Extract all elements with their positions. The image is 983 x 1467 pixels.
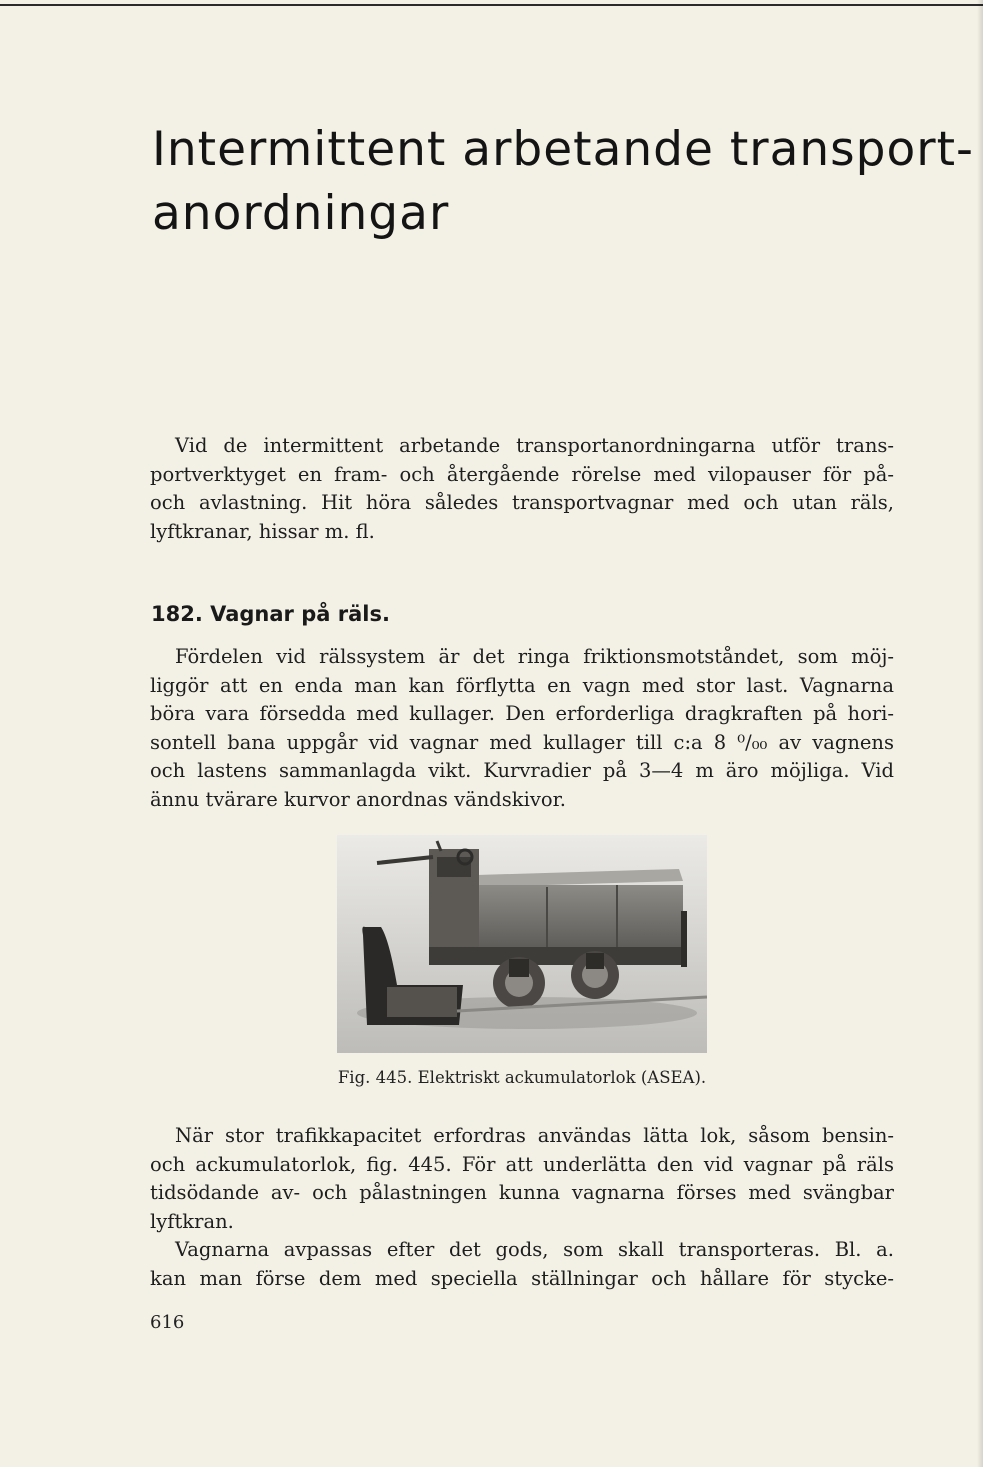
intro-line: lyftkranar, hissar m. fl.	[150, 519, 375, 543]
page-title-line-1: Intermittent arbetande transport-	[152, 122, 974, 177]
page-top-rule	[0, 4, 983, 6]
page-number: 616	[150, 1312, 185, 1333]
paragraph-line: Vagnarna avpassas efter det gods, som skall transporteras. Bl. a.	[175, 1238, 894, 1261]
locomotive-photo-icon	[337, 835, 707, 1053]
paragraph-line: Fördelen vid rälssystem är det ringa friktionsmotståndet, som möj-	[175, 645, 894, 668]
page-title	[152, 118, 974, 246]
paragraph-line: När stor trafikkapacitet erfordras användas lätta lok, såsom bensin-	[175, 1124, 894, 1147]
figure-caption: Fig. 445. Elektriskt ackumulatorlok (ASEA).	[337, 1068, 707, 1087]
paragraph-line: tidsödande av- och pålastningen kunna vagnarna förses med svängbar	[150, 1181, 894, 1204]
intro-paragraph	[150, 432, 894, 546]
paragraph-line: och ackumulatorlok, fig. 445. För att underlätta den vid vagnar på räls	[150, 1152, 894, 1176]
paragraph-2	[150, 1122, 894, 1236]
paragraph-3	[150, 1236, 894, 1293]
page-edge-shadow	[977, 0, 983, 1467]
paragraph-line: lyftkran.	[150, 1209, 234, 1233]
paragraph-line: ännu tvärare kurvor anordnas vändskivor.	[150, 787, 566, 811]
paragraph-line: böra vara försedda med kullager. Den erforderliga dragkraften på hori-	[150, 702, 894, 725]
section-paragraph-1	[150, 643, 894, 814]
section-heading: 182. Vagnar på räls.	[151, 602, 390, 626]
paragraph-line: kan man förse dem med speciella ställningar och hållare för stycke-	[150, 1266, 894, 1290]
locomotive-illustration	[337, 835, 707, 1053]
intro-line: Vid de intermittent arbetande transportanordningarna utför trans-	[175, 434, 894, 457]
page-title-line-2: anordningar	[152, 186, 450, 241]
intro-line: och avlastning. Hit höra således transportvagnar med och utan räls,	[150, 491, 894, 514]
paragraph-line: sontell bana uppgår vid vagnar med kullager till c:a 8 ⁰/₀₀ av vagnens	[150, 730, 894, 754]
paragraph-line: liggör att en enda man kan förflytta en vagn med stor last. Vagnarna	[150, 673, 894, 697]
intro-line: portverktyget en fram- och återgående rörelse med vilopauser för på-	[150, 462, 894, 486]
paragraph-line: och lastens sammanlagda vikt. Kurvradier på 3—4 m äro möjliga. Vid	[150, 759, 894, 782]
